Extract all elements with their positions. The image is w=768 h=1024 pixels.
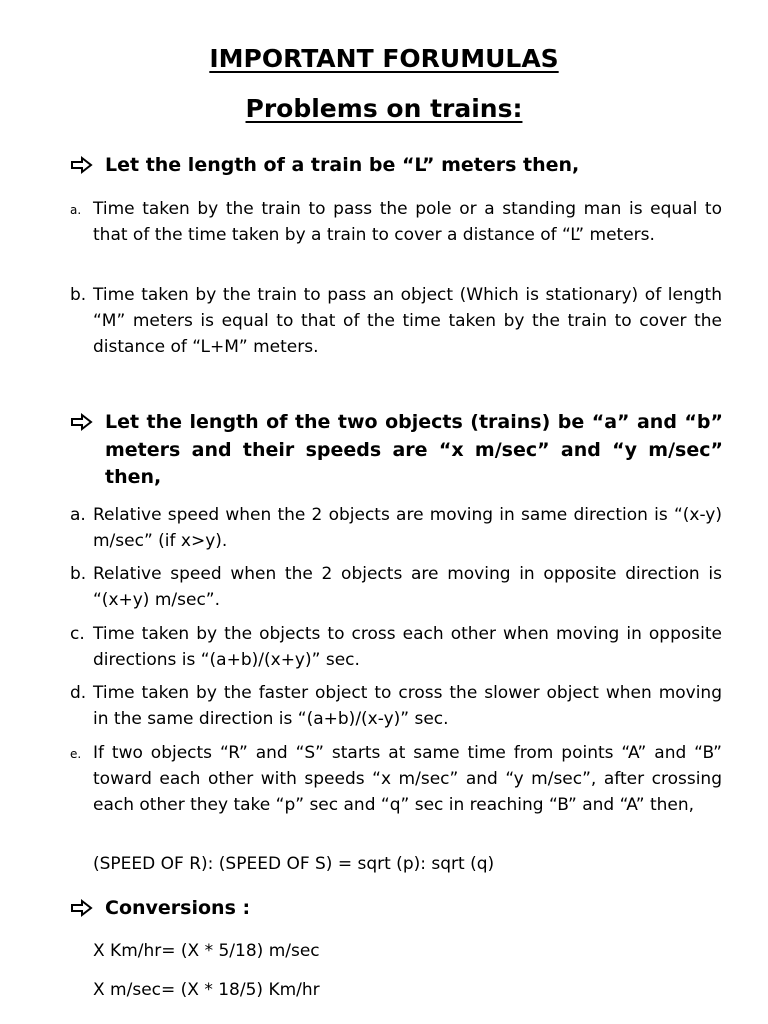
list-item-text: Time taken by the train to pass the pole or a standing man is equal to that of the time taken by a train to cover a distance of “L” meters.	[93, 199, 722, 245]
list-item-label: a.	[70, 203, 82, 217]
section-3-heading-text: Conversions :	[105, 897, 251, 919]
list-item-text: Time taken by the train to pass an object (Which is stationary) of length “M” meters is equal to that of the time taken by the train to cover the distance of “L+M” meters.	[93, 285, 722, 357]
list-item-label: e.	[70, 747, 82, 761]
conversion-formula: X m/sec= (X * 18/5) Km/hr	[93, 980, 320, 1000]
list-item-text: Relative speed when the 2 objects are moving in opposite direction is “(x+y) m/sec”.	[93, 564, 722, 610]
list-item-text: Time taken by the faster object to cross the slower object when moving in the same direction is “(a+b)/(x-y)” sec.	[93, 683, 722, 729]
list-item-label: d.	[70, 683, 87, 703]
list-item-label: b.	[70, 564, 87, 584]
right-arrow-outline-icon	[70, 155, 94, 175]
page-subtitle: Problems on trains:	[245, 94, 523, 123]
list-item-label: b.	[70, 285, 87, 305]
list-item-text: Relative speed when the 2 objects are moving in same direction is “(x-y) m/sec” (if x>y).	[93, 505, 722, 551]
right-arrow-outline-icon	[70, 898, 94, 918]
list-item-label: a.	[70, 505, 86, 525]
page-title: IMPORTANT FORUMULAS	[209, 44, 559, 73]
conversion-formula: X Km/hr= (X * 5/18) m/sec	[93, 941, 320, 961]
list-item-text: Time taken by the objects to cross each other when moving in opposite directions is “(a+b)/(x+y)” sec.	[93, 624, 722, 670]
section-2-heading-text: Let the length of the two objects (trains) be “a” and “b” meters and their speeds are “x m/sec” and “y m/sec” then,	[105, 411, 723, 488]
list-item-label: c.	[70, 624, 85, 644]
speed-ratio-formula: (SPEED OF R): (SPEED OF S) = sqrt (p): sqrt (q)	[93, 854, 495, 874]
right-arrow-outline-icon	[70, 412, 94, 432]
section-1-heading-text: Let the length of a train be “L” meters then,	[105, 154, 580, 176]
list-item-text: If two objects “R” and “S” starts at same time from points “A” and “B” toward each other with speeds “x m/sec” and “y m/sec”, after crossing each other they take “p” sec and “q” sec in reaching “B” and “A” then,	[93, 743, 722, 815]
